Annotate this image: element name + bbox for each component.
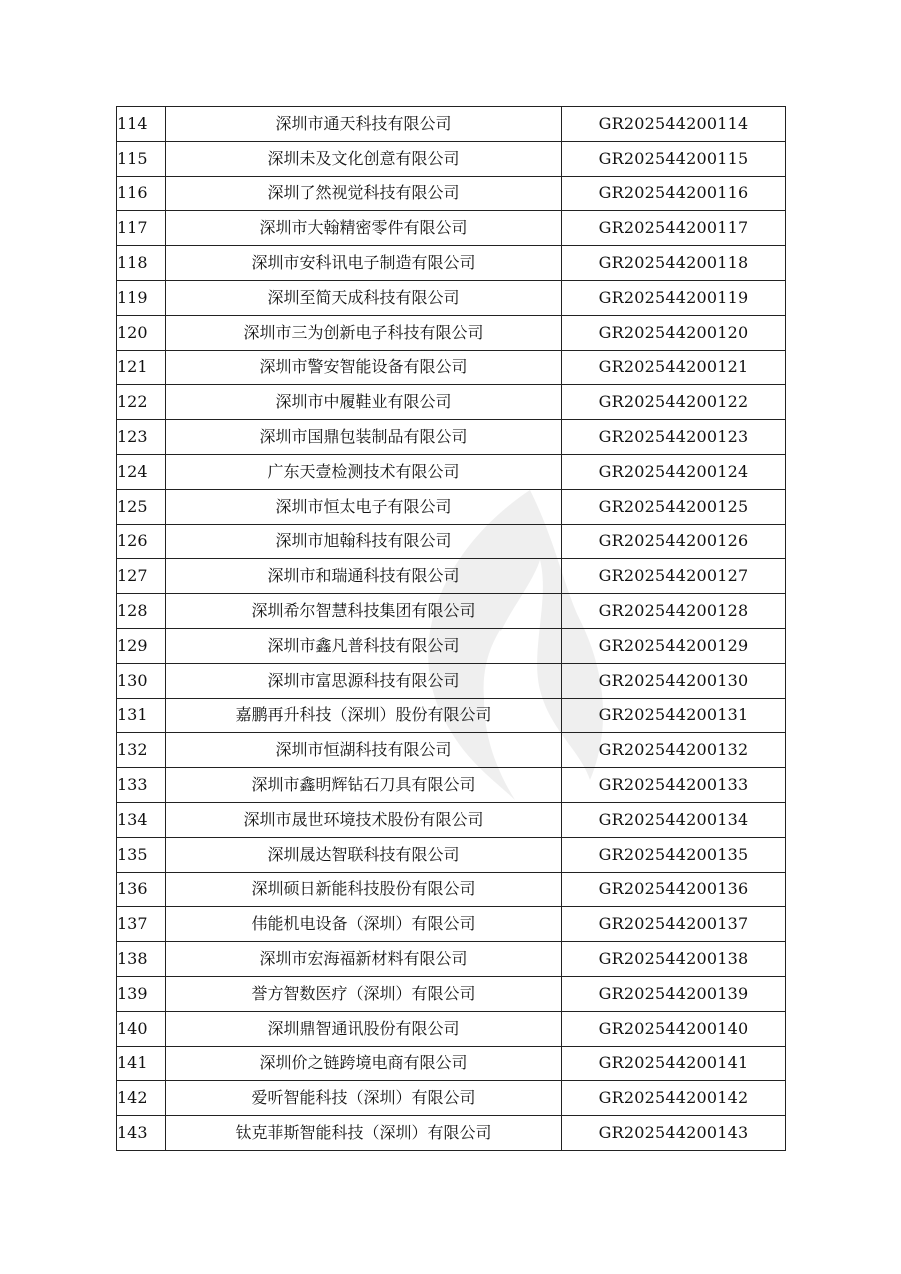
table-row [117,907,786,942]
company-name-cell: 誉方智数医疗（深圳）有限公司 [166,976,562,1011]
row-number-cell: 125 [117,489,166,524]
row-number-cell: 136 [117,872,166,907]
certificate-code-cell: GR202544200135 [562,837,786,872]
company-name-cell: 深圳希尔智慧科技集团有限公司 [166,594,562,629]
certificate-code-cell: GR202544200124 [562,454,786,489]
table-row [117,663,786,698]
certificate-code-cell: GR202544200127 [562,559,786,594]
table-row [117,350,786,385]
company-name-cell: 深圳市警安智能设备有限公司 [166,350,562,385]
certificate-code-cell: GR202544200142 [562,1081,786,1116]
table-row [117,176,786,211]
table-row [117,628,786,663]
row-number-cell: 121 [117,350,166,385]
certificate-code-cell: GR202544200132 [562,733,786,768]
company-name-cell: 深圳市中履鞋业有限公司 [166,385,562,420]
table-row [117,698,786,733]
certificate-code-cell: GR202544200125 [562,489,786,524]
row-number-cell: 142 [117,1081,166,1116]
row-number-cell: 124 [117,454,166,489]
table-row [117,141,786,176]
certificate-code-cell: GR202544200130 [562,663,786,698]
table-row [117,942,786,977]
certificate-code-cell: GR202544200137 [562,907,786,942]
table-row [117,837,786,872]
company-name-cell: 爱听智能科技（深圳）有限公司 [166,1081,562,1116]
row-number-cell: 128 [117,594,166,629]
company-name-cell: 深圳市大翰精密零件有限公司 [166,211,562,246]
company-name-cell: 钛克菲斯智能科技（深圳）有限公司 [166,1116,562,1151]
company-name-cell: 深圳了然视觉科技有限公司 [166,176,562,211]
row-number-cell: 135 [117,837,166,872]
certificate-code-cell: GR202544200131 [562,698,786,733]
certificate-code-cell: GR202544200129 [562,628,786,663]
company-name-cell: 深圳市富思源科技有限公司 [166,663,562,698]
row-number-cell: 126 [117,524,166,559]
row-number-cell: 138 [117,942,166,977]
table-body [117,107,786,1151]
row-number-cell: 114 [117,107,166,142]
certificate-code-cell: GR202544200136 [562,872,786,907]
certificate-code-cell: GR202544200121 [562,350,786,385]
company-name-cell: 伟能机电设备（深圳）有限公司 [166,907,562,942]
certificate-code-cell: GR202544200114 [562,107,786,142]
company-name-cell: 深圳未及文化创意有限公司 [166,141,562,176]
table-row [117,280,786,315]
company-name-cell: 深圳市安科讯电子制造有限公司 [166,246,562,281]
company-name-cell: 深圳市宏海福新材料有限公司 [166,942,562,977]
row-number-cell: 130 [117,663,166,698]
company-name-cell: 深圳市恒太电子有限公司 [166,489,562,524]
table-row [117,420,786,455]
table-row [117,1081,786,1116]
company-name-cell: 广东天壹检测技术有限公司 [166,454,562,489]
table-row [117,489,786,524]
certificate-code-cell: GR202544200138 [562,942,786,977]
table-row [117,246,786,281]
row-number-cell: 118 [117,246,166,281]
table-row [117,802,786,837]
row-number-cell: 133 [117,768,166,803]
certificate-code-cell: GR202544200119 [562,280,786,315]
certificate-code-cell: GR202544200134 [562,802,786,837]
company-name-cell: 深圳市鑫凡普科技有限公司 [166,628,562,663]
table-row [117,454,786,489]
row-number-cell: 137 [117,907,166,942]
table-row [117,315,786,350]
company-name-cell: 深圳市和瑞通科技有限公司 [166,559,562,594]
certificate-code-cell: GR202544200117 [562,211,786,246]
table-row [117,768,786,803]
table-row [117,107,786,142]
company-name-cell: 深圳市国鼎包装制品有限公司 [166,420,562,455]
table-row [117,385,786,420]
table-row [117,524,786,559]
row-number-cell: 119 [117,280,166,315]
row-number-cell: 132 [117,733,166,768]
row-number-cell: 123 [117,420,166,455]
row-number-cell: 140 [117,1011,166,1046]
certificate-code-cell: GR202544200139 [562,976,786,1011]
company-name-cell: 深圳市晟世环境技术股份有限公司 [166,802,562,837]
certificate-code-cell: GR202544200116 [562,176,786,211]
table-row [117,1046,786,1081]
company-name-cell: 深圳市通天科技有限公司 [166,107,562,142]
row-number-cell: 120 [117,315,166,350]
company-name-cell: 嘉鹏再升科技（深圳）股份有限公司 [166,698,562,733]
certificate-code-cell: GR202544200143 [562,1116,786,1151]
certificate-code-cell: GR202544200141 [562,1046,786,1081]
certificate-code-cell: GR202544200128 [562,594,786,629]
certificate-code-cell: GR202544200122 [562,385,786,420]
table-row [117,733,786,768]
table-row [117,211,786,246]
company-name-cell: 深圳鼎智通讯股份有限公司 [166,1011,562,1046]
row-number-cell: 117 [117,211,166,246]
row-number-cell: 127 [117,559,166,594]
company-name-cell: 深圳价之链跨境电商有限公司 [166,1046,562,1081]
company-name-cell: 深圳市三为创新电子科技有限公司 [166,315,562,350]
certificate-code-cell: GR202544200133 [562,768,786,803]
row-number-cell: 141 [117,1046,166,1081]
certificate-code-cell: GR202544200126 [562,524,786,559]
row-number-cell: 115 [117,141,166,176]
company-name-cell: 深圳市旭翰科技有限公司 [166,524,562,559]
table-row [117,1116,786,1151]
row-number-cell: 129 [117,628,166,663]
row-number-cell: 122 [117,385,166,420]
table-row [117,559,786,594]
row-number-cell: 143 [117,1116,166,1151]
certificate-code-cell: GR202544200118 [562,246,786,281]
company-name-cell: 深圳硕日新能科技股份有限公司 [166,872,562,907]
company-name-cell: 深圳晟达智联科技有限公司 [166,837,562,872]
table-row [117,1011,786,1046]
company-name-cell: 深圳市鑫明辉钻石刀具有限公司 [166,768,562,803]
table-row [117,594,786,629]
row-number-cell: 131 [117,698,166,733]
table-row [117,872,786,907]
company-name-cell: 深圳市恒湖科技有限公司 [166,733,562,768]
certificate-code-cell: GR202544200123 [562,420,786,455]
certificate-code-cell: GR202544200140 [562,1011,786,1046]
row-number-cell: 134 [117,802,166,837]
company-list-table [116,106,786,1151]
company-name-cell: 深圳至简天成科技有限公司 [166,280,562,315]
row-number-cell: 116 [117,176,166,211]
row-number-cell: 139 [117,976,166,1011]
certificate-code-cell: GR202544200120 [562,315,786,350]
table-row [117,976,786,1011]
certificate-code-cell: GR202544200115 [562,141,786,176]
